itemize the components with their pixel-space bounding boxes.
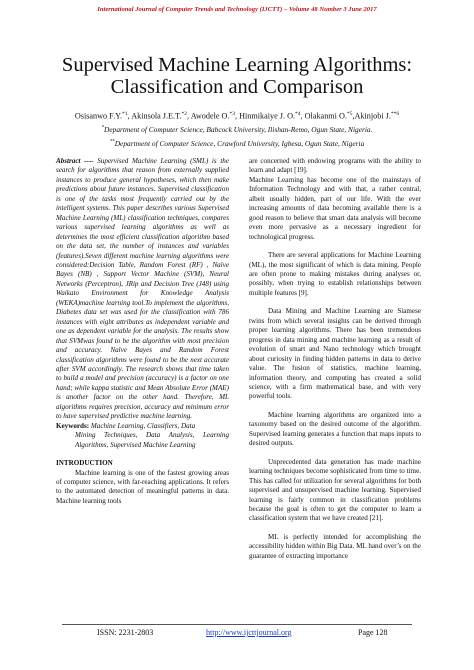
affiliation-1: [0, 125, 474, 134]
paragraph: Machine Learning has become one of the mainstays of Information Technology and with that, a rather central, albeit usually hidden, part of our life. With the ever increasing amounts of data becoming available there is a good reason to believe that smart data analysis will become even more pervasive as a necessary ingredient for technological progress.: [249, 175, 421, 241]
paragraph: Data Mining and Machine Learning are Siamese twins from which several insights can be derived through proper learning algorithms. There has been tremendous progress in data mining and machine learning as a result of evolution of smart and Nano technology which brought about curiosity in finding hidden patterns in data to derive value. The fusion of statistics, machine learning, information theory, and computing has created a solid science, with a firm mathematical base, and with very powerful tools.: [249, 307, 421, 401]
author-name: Olakanmi O.: [304, 111, 347, 121]
journal-header: International Journal of Computer Trends and Technology (IJCTT) – Volume 48 Number 3 June 2017: [97, 6, 377, 13]
affiliation-mark: **: [109, 139, 115, 145]
keywords-label: Keywords:: [56, 421, 90, 430]
paragraph: Unprecedented data generation has made machine learning techniques become sophisticated from time to time. This has called for utilization for several algorithms for both supervised and unsupervised machine learning. Supervised learning is fairly common in classification problems because the goal is often to get the computer to learn a classification system that we have created [21].: [249, 457, 421, 523]
author-mark: **6: [390, 111, 400, 117]
author-name: Akinjobi J.: [354, 111, 391, 121]
paragraph: Machine learning algorithms are organized into a taxonomy based on the desired outcome of the algorithm. Supervised learning generates a function that maps inputs to desired outputs.: [249, 410, 421, 448]
affiliation-2: [0, 139, 474, 148]
right-column: [249, 157, 421, 561]
keywords: [56, 422, 229, 450]
affiliation-mark: *: [101, 125, 104, 131]
author-mark: *3: [229, 111, 235, 117]
left-column: [56, 157, 229, 506]
affiliation-text: Department of Computer Science, Crawford University, Igbesa, Ogun State, Nigeria: [114, 139, 365, 148]
author-name: Awodele O.: [190, 111, 230, 121]
author-list: Osisanwo F.Y.$^{*1}$, Akinsola J.E.T.$^{*2}$, Awodele O.$^{*3}$, Hinmikaiye J. O.$^{*4}$, Olakanmi O.$^{*5}$,Akinjobi J.$^{**6}$: [74, 111, 400, 121]
paragraph: There are several applications for Machine Learning (ML), the most significant of which is data mining. People are often prone to making mistakes during analyses or, possibly, when trying to establish relationships between multiple features [9].: [249, 251, 421, 297]
abstract: [56, 157, 229, 422]
paragraph: are concerned with endowing programs with the ability to learn and adapt [19].: [249, 157, 421, 175]
affiliation-text: Department of Computer Science, Babcock University, Ilishan-Remo, Ogun State, Nigeria.: [104, 125, 373, 134]
author-mark: *5: [346, 111, 353, 117]
author-mark: *2: [181, 111, 188, 117]
author-mark: *1: [122, 111, 128, 117]
journal-link[interactable]: http://www.ijcttjournal.org: [206, 628, 292, 637]
paper-title: [0, 54, 474, 98]
paragraph: ML is perfectly intended for accomplishing the accessibility hidden within Big Data. ML hand over’s on the guarantee of extracting importance: [249, 532, 421, 560]
footer-divider: [62, 624, 412, 625]
title-line-1: Supervised Machine Learning Algorithms:: [61, 54, 413, 76]
page-number: Page 128: [358, 628, 388, 637]
author-name: Akinsola J.E.T.: [131, 111, 182, 121]
abstract-text: Supervised Machine Learning (SML) is the search for algorithms that reason from externally supplied instances to produce general hypotheses, which then make predictions about future instances. Supervised classification is one of the tasks most frequently carried out by the intelligent systems. This paper describes various Supervised Machine Learning (ML) classification techniques, compares various supervised learning algorithms as well as determines the most efficient classification algorithm based on the data set, the number of instances and variables (features).Seven different machine learning algorithms were considered:Decision Table, Random Forest (RF) , Naïve Bayes (NB) , Support Vector Machine (SVM), Neural Networks (Perceptron), JRip and Decision Tree (J48) using Waikato Environment for Knowledge Analysis (WEKA)machine learning tool.To implement the algorithms, Diabetes data set was used for the classification with 786 instances with eight attributes as independent variable and one as dependent variable for the analysis. The results show that SVMwas found to be the algorithm with most precision and accuracy. Naïve Bayes and Random Forest classification algorithms were found to be the next accurate after SVM accordingly. The research shows that time taken to build a model and precision (accuracy) is a factor on one hand; while kappa statistic and Mean Absolute Error (MAE) is another factor on the other hand. Therefore, ML algorithms requires precision, accuracy and minimum error to have supervised predictive machine learning.: [56, 157, 229, 421]
issn: ISSN: 2231-2803: [97, 628, 154, 637]
intro-paragraph: Machine learning is one of the fastest growing areas of computer science, with far-reaching applications. It refers to the automated detection of meaningful patterns in data. Machine learning tools: [56, 468, 229, 505]
author-name: Osisanwo F.Y.: [74, 111, 123, 121]
author-name: Hinmikaiye J. O.: [239, 111, 296, 121]
keywords-text: Machine Learning, Classifiers, Data: [90, 421, 196, 430]
intro-heading: INTRODUCTION: [56, 459, 113, 468]
author-mark: *4: [295, 111, 301, 117]
abstract-label: Abstract ----: [56, 157, 94, 165]
title-line-2: Classification and Comparison: [110, 76, 364, 98]
keywords-text-cont: Mining Techniques, Data Analysis, Learning Algorithms, Supervised Machine Learning: [75, 431, 229, 449]
